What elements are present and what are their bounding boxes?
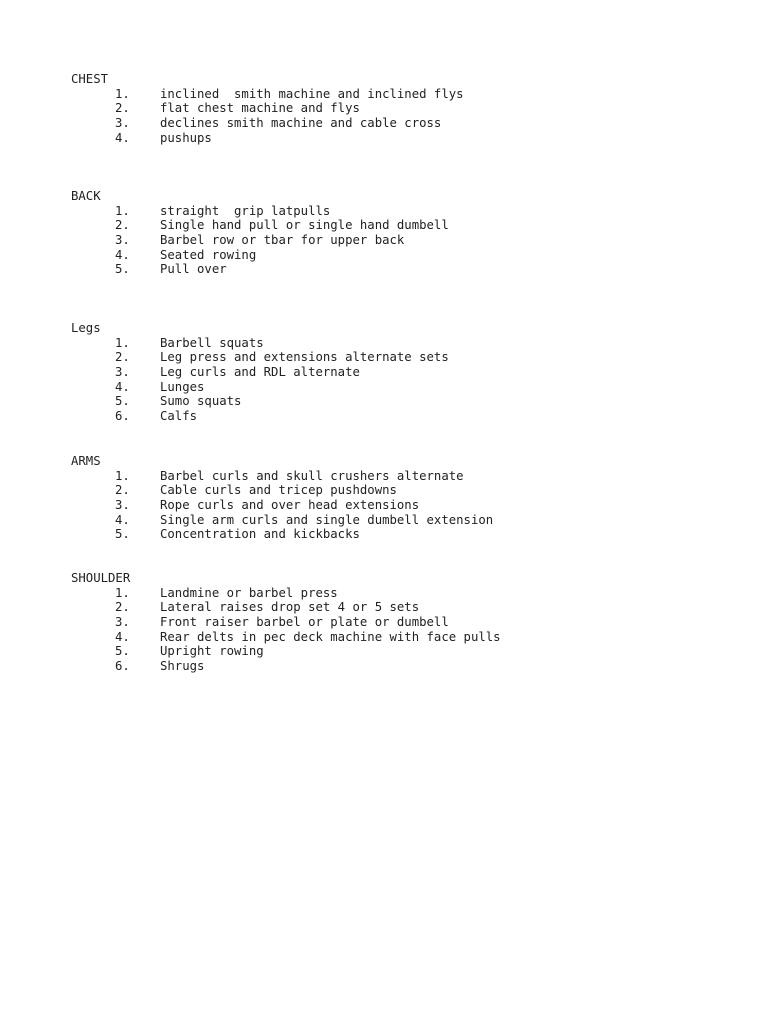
list-item <box>71 247 257 263</box>
item-text: Landmine or barbel press <box>160 585 338 600</box>
section-shoulder <box>71 571 501 674</box>
item-text: Front raiser barbel or plate or dumbell <box>160 615 449 630</box>
item-number: 1. <box>115 203 130 218</box>
item-number: 5. <box>115 527 130 542</box>
list-item <box>71 512 494 528</box>
list-item <box>71 468 464 484</box>
item-text: Lunges <box>160 379 205 394</box>
item-text: Pull over <box>160 262 227 277</box>
item-text: inclined smith machine and inclined flys <box>160 86 464 101</box>
section-chest <box>71 72 464 145</box>
item-text: Rope curls and over head extensions <box>160 498 420 513</box>
item-number: 4. <box>115 629 130 644</box>
list-item <box>71 233 405 248</box>
item-text: declines smith machine and cable cross <box>160 116 442 131</box>
item-text: Barbel row or tbar for upper back <box>160 233 405 248</box>
item-number: 6. <box>115 659 130 674</box>
list-item <box>71 483 397 498</box>
section-legs <box>71 321 449 424</box>
item-number: 2. <box>115 483 130 498</box>
item-number: 4. <box>115 379 130 394</box>
list-item <box>71 498 420 513</box>
list-item <box>71 394 242 409</box>
list-item <box>71 600 420 615</box>
item-number: 1. <box>115 335 130 350</box>
item-text: Single arm curls and single dumbell extension <box>160 512 494 527</box>
item-number: 2. <box>115 350 130 365</box>
list-item <box>71 86 464 102</box>
item-number: 2. <box>115 101 130 116</box>
section-title: CHEST <box>71 72 109 86</box>
list-item <box>71 659 205 674</box>
list-item <box>71 365 360 380</box>
item-text: Lateral raises drop set 4 or 5 sets <box>160 600 420 615</box>
item-text: flat chest machine and flys <box>160 101 360 116</box>
item-text: Cable curls and tricep pushdowns <box>160 483 397 498</box>
item-number: 5. <box>115 644 130 659</box>
item-text: Leg press and extensions alternate sets <box>160 350 449 365</box>
list-item <box>71 262 227 277</box>
item-number: 5. <box>115 262 130 277</box>
item-number: 2. <box>115 218 130 233</box>
list-item <box>71 218 449 233</box>
item-number: 1. <box>115 585 130 600</box>
item-number: 3. <box>115 233 130 248</box>
section-title: Legs <box>71 321 101 335</box>
list-item <box>71 350 449 365</box>
section-back <box>71 189 449 277</box>
list-item <box>71 116 442 131</box>
item-text: Concentration and kickbacks <box>160 527 360 542</box>
list-item <box>71 101 360 116</box>
list-item <box>71 629 501 645</box>
list-item <box>71 527 360 542</box>
list-item <box>71 615 449 630</box>
item-text: pushups <box>160 130 212 145</box>
item-number: 3. <box>115 365 130 380</box>
item-number: 6. <box>115 409 130 424</box>
item-text: Sumo squats <box>160 394 242 409</box>
section-title: BACK <box>71 189 101 203</box>
list-item <box>71 335 264 351</box>
item-text: Barbel curls and skull crushers alternate <box>160 468 464 483</box>
item-text: Rear delts in pec deck machine with face pulls <box>160 629 501 644</box>
item-text: Seated rowing <box>160 247 257 262</box>
list-item <box>71 203 331 219</box>
item-number: 3. <box>115 498 130 513</box>
section-arms <box>71 454 494 542</box>
item-number: 5. <box>115 394 130 409</box>
item-number: 1. <box>115 468 130 483</box>
section-title: ARMS <box>71 454 101 468</box>
item-text: Upright rowing <box>160 644 264 659</box>
item-text: Single hand pull or single hand dumbell <box>160 218 449 233</box>
item-number: 1. <box>115 86 130 101</box>
item-number: 3. <box>115 116 130 131</box>
item-number: 4. <box>115 130 130 145</box>
list-item <box>71 379 205 395</box>
item-text: Leg curls and RDL alternate <box>160 365 360 380</box>
list-item <box>71 130 212 146</box>
item-number: 4. <box>115 247 130 262</box>
item-text: Barbell squats <box>160 335 264 350</box>
list-item <box>71 585 338 601</box>
section-title: SHOULDER <box>71 571 131 585</box>
item-text: straight grip latpulls <box>160 203 331 218</box>
item-text: Shrugs <box>160 659 205 674</box>
list-item <box>71 409 198 424</box>
item-number: 3. <box>115 615 130 630</box>
list-item <box>71 644 264 659</box>
item-text: Calfs <box>160 409 198 424</box>
item-number: 2. <box>115 600 130 615</box>
item-number: 4. <box>115 512 130 527</box>
